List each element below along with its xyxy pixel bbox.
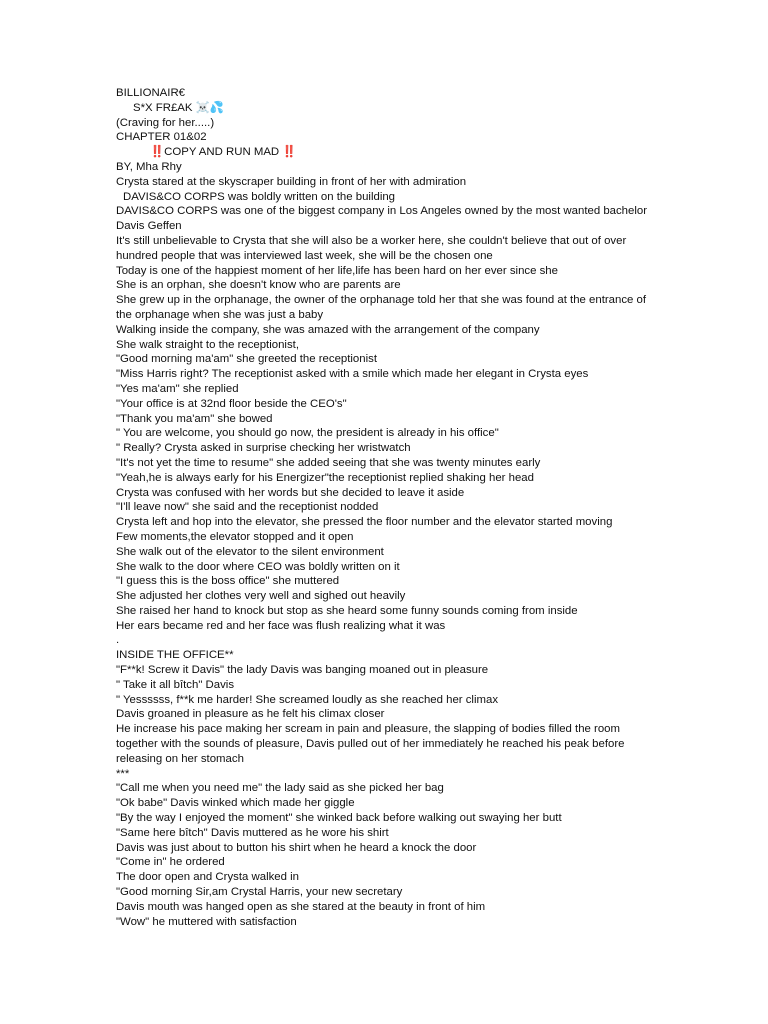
document-line: Crysta left and hop into the elevator, she pressed the floor number and the elevator started moving [116,516,613,529]
document-line: BILLIONAIR€ [116,87,186,99]
document-line: Today is one of the happiest moment of her life,life has been hard on her ever since she [116,264,558,277]
document-line: She walk out of the elevator to the silent environment [116,545,384,558]
document-line: She walk straight to the receptionist, [116,338,299,351]
document-line: "Your office is at 32nd floor beside the CEO's" [116,397,347,410]
document-line: "F**k! Screw it Davis" the lady Davis was banging moaned out in pleasure [116,664,489,677]
document-line: She grew up in the orphanage, the owner of the orphanage told her that she was found at the entrance of the orphanage when she was just a baby [116,294,647,321]
document-line: "Yes ma'am" she replied [116,382,239,395]
document-line: "By the way I enjoyed the moment" she winked back before walking out swaying her butt [116,812,562,825]
document-line: DAVIS&CO CORPS was boldly written on the building [123,190,396,203]
document-line: "Good morning Sir,am Crystal Harris, your new secretary [116,886,403,899]
document-line: She walk to the door where CEO was boldly written on it [116,560,400,573]
document-line: . [116,634,120,647]
document-line: Crysta was confused with her words but she decided to leave it aside [116,486,465,499]
document-line: (Craving for her.....) [116,116,215,129]
document-line: He increase his pace making her scream in pain and pleasure, the slapping of bodies filled the room together with the sounds of pleasure, Davis pulled out of her immediately he reached his peak before releasing on her stomach [116,723,625,765]
document-line: "I'll leave now" she said and the receptionist nodded [116,501,379,514]
document-line: "Wow" he muttered with satisfaction [116,915,297,928]
document-line: "Ok babe" Davis winked which made her giggle [116,797,355,810]
document-line: Davis groaned in pleasure as he felt his climax closer [116,708,385,721]
document-line: Crysta stared at the skyscraper building in front of her with admiration [116,175,467,188]
document-line: "Same here bîtch" Davis muttered as he wore his shirt [116,826,389,839]
document-line: " Take it all bîtch" Davis [116,678,235,691]
document-line: "It's not yet the time to resume" she added seeing that she was twenty minutes early [116,456,541,469]
document-line: "Good morning ma'am" she greeted the receptionist [116,353,377,366]
document-line: Few moments,the elevator stopped and it open [116,530,354,543]
document-line: DAVIS&CO CORPS was one of the biggest company in Los Angeles owned by the most wanted bachelor Davis Geffen [116,205,648,233]
document-line: "Come in" he ordered [116,856,225,869]
document-line: ‼️COPY AND RUN MAD ‼️ [150,146,297,159]
document-line: "I guess this is the boss office" she muttered [116,575,340,588]
document-line: BY, Mha Rhy [116,160,182,173]
document-line: CHAPTER 01&02 [116,131,207,144]
document-line: Davis mouth was hanged open as she stared at the beauty in front of him [116,900,486,913]
document-line: She adjusted her clothes very well and sighed out heavily [116,590,406,603]
document-line: She is an orphan, she doesn't know who are parents are [116,279,401,292]
document-line: The door open and Crysta walked in [116,871,299,884]
document-line: " Really? Crysta asked in surprise checking her wristwatch [116,442,411,455]
document-line: She raised her hand to knock but stop as she heard some funny sounds coming from inside [116,604,578,617]
document-line: Davis was just about to button his shirt when he heard a knock the door [116,841,477,854]
document-line: "Thank you ma'am" she bowed [116,412,273,425]
document-line: " You are welcome, you should go now, the president is already in his office" [116,427,499,440]
document-line: INSIDE THE OFFICE** [116,649,234,662]
document-line: Walking inside the company, she was amazed with the arrangement of the company [116,323,540,336]
document-page [116,86,656,929]
document-line: It's still unbelievable to Crysta that she will also be a worker here, she couldn't believe that out of over hundred people that was interviewed last week, she will be the chosen one [116,234,627,262]
document-line: "Call me when you need me" the lady said as she picked her bag [116,782,444,795]
document-line: "Miss Harris right? The receptionist asked with a smile which made her elegant in Crysta eyes [116,368,589,381]
document-line: *** [116,767,130,780]
document-line: Her ears became red and her face was flush realizing what it was [116,619,446,632]
document-line: " Yessssss, f**k me harder! She screamed loudly as she reached her climax [116,693,499,706]
document-line: "Yeah,he is always early for his Energizer"the receptionist replied shaking her head [116,471,534,484]
document-line: S*X FR£AK ☠️💦 [133,101,225,114]
